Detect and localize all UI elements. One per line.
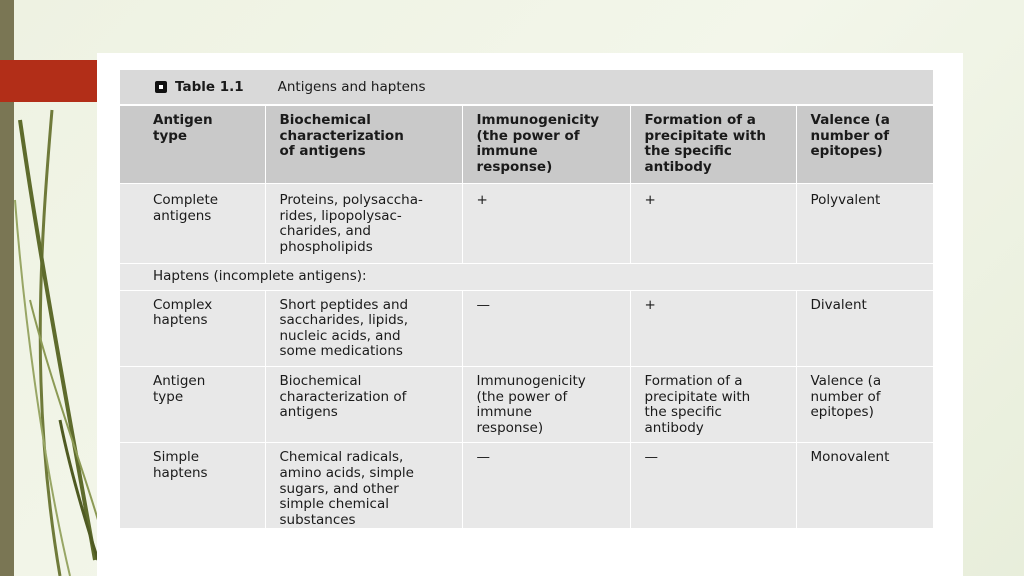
- header-cell: Formation of a precipitate with the specific antibody: [630, 106, 796, 184]
- header-cell: Immunogenicity (the power of immune response): [462, 106, 630, 184]
- table-row: [120, 366, 933, 442]
- table-cell: Antigen type: [120, 366, 265, 442]
- table-cell: Formation of a precipitate with the specific antibody: [630, 366, 796, 442]
- table-cell: Monovalent: [810, 449, 890, 466]
- section-label: Haptens (incomplete antigens):: [120, 264, 933, 291]
- header-cell: Biochemical characterization of antigens: [265, 106, 462, 184]
- table-cell: Immunogenicity (the power of immune response): [462, 366, 630, 442]
- table-cell: Short peptides and saccharides, lipids, nucleic acids, and some medications: [265, 290, 462, 366]
- table-cell: —: [630, 443, 796, 541]
- table-header-row: [120, 106, 933, 184]
- table-cell: Simple haptens: [120, 443, 265, 541]
- table-cell: Complete antigens: [120, 184, 265, 264]
- section-row: [120, 264, 933, 291]
- table-cell: Chemical radicals, amino acids, simple sugars, and other simple chemical substances: [265, 443, 462, 541]
- table-row: [120, 290, 933, 366]
- table-title: Antigens and haptens: [277, 79, 426, 95]
- table-cell: Proteins, polysaccha- rides, lipopolysac- charides, and phospholipids: [265, 184, 462, 264]
- table-cell: —: [462, 443, 630, 541]
- table-caption: [120, 70, 933, 106]
- table-cell: +: [630, 184, 796, 264]
- table-cell: +: [462, 184, 630, 264]
- table-cell: Biochemical characterization of antigens: [265, 366, 462, 442]
- table-cell: Divalent: [796, 290, 933, 366]
- table-cell: +: [630, 290, 796, 366]
- antigens-table: [120, 70, 933, 528]
- table-number: Table 1.1: [175, 79, 244, 95]
- table-marker-icon: [155, 81, 167, 93]
- table-row: [120, 184, 933, 264]
- header-cell: Antigen type: [120, 106, 265, 184]
- slide-content: [97, 53, 963, 576]
- header-cell: Valence (a number of epitopes): [796, 106, 933, 184]
- table-cell: Polyvalent: [796, 184, 933, 264]
- table-cell: Complex haptens: [120, 290, 265, 366]
- table-cell: Valence (a number of epitopes): [796, 366, 933, 442]
- table-cell: —: [462, 290, 630, 366]
- grass-decoration: [0, 0, 100, 576]
- table-row: [120, 443, 933, 541]
